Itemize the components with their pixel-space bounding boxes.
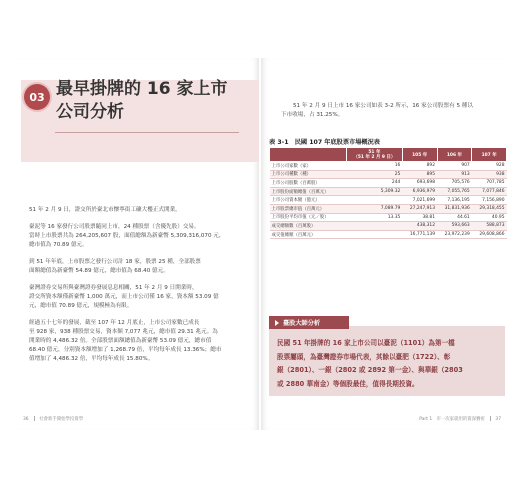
table-cell: 31,831,936 (437, 204, 472, 213)
text-line: 68.40 億元，分別資本額增加了 1,268.79 倍，平均每年成長 13.36%；總市 (29, 347, 222, 353)
text-line: 臺灣證券交易所與臺灣證券發展息息相關，51 年 2 月 9 日開業時， (29, 285, 198, 291)
text-line: 總市值為 70.89 億元。 (29, 242, 88, 248)
table-cell: 29,318,455 (472, 204, 507, 213)
left-footer (23, 416, 83, 422)
right-footer (419, 416, 501, 422)
table-cell: 895 (402, 170, 437, 179)
text-line: 元，總市值 70.89 億元，規模極為有限。 (29, 303, 133, 309)
text-line: 當時上市股票共為 264,205,607 股，面值總額為新臺幣 5,309,316,070 元， (29, 233, 225, 239)
row-label-cell: 上市公司資本額（億元） (270, 196, 347, 205)
table-cell: 244 (347, 179, 403, 188)
paragraph (29, 284, 251, 311)
table-row (270, 222, 507, 231)
column-header: 106 年 (437, 148, 472, 162)
text-line: 51 年 2 月 9 日上市 16 家公司如表 3-2 所示，16 家公司股票有 5 種以 (293, 103, 473, 109)
page-number: 37 (495, 417, 501, 422)
table-cell (347, 222, 403, 231)
column-header (270, 148, 347, 162)
row-label-cell: 上市公司種數（種） (270, 170, 347, 179)
triangle-icon (275, 320, 279, 326)
table-row (270, 230, 507, 239)
table-cell: 693,698 (402, 179, 437, 188)
table-header-row (270, 148, 507, 162)
right-page (261, 58, 509, 430)
footer-divider (490, 416, 491, 421)
table-cell: 38.81 (402, 213, 437, 222)
table-cell: 7,136,195 (437, 196, 472, 205)
book-title: 社會新手開始學投資學 (39, 417, 84, 422)
row-label-cell: 上市股份面額總值（百萬元） (270, 187, 347, 196)
paragraph (29, 206, 251, 215)
text-line: 經過五十七年的發展，截至 107 年 12 月底止，上市公司家數已成長 (29, 320, 200, 326)
left-body-text (29, 206, 251, 372)
chapter-title-line: 公司分析 (56, 102, 124, 122)
table-cell: 13.35 (347, 213, 403, 222)
table-cell: 705,576 (437, 179, 472, 188)
paragraph (29, 258, 251, 276)
table-cell: 44.61 (437, 213, 472, 222)
left-page (11, 58, 259, 430)
table-cell: 7,021,699 (402, 196, 437, 205)
analysis-tag (269, 316, 349, 329)
table-cell: 438,312 (402, 222, 437, 231)
row-label-cell: 成交總額數（百萬股） (270, 222, 347, 231)
table-cell: 6,936,979 (402, 187, 437, 196)
chapter-title-line: 最早掛牌的 16 家上市 (56, 79, 228, 99)
chapter-title (56, 78, 246, 124)
analysis-line: 股票屬頭，為臺灣證券市場代表，其餘以臺肥（1722）、彰 (277, 352, 451, 361)
text-line: 開業時的 4,486.32 倍。全部股票面額總值為新臺幣 53.09 億元，總市值 (29, 338, 212, 344)
text-line: 證交所資本額僅新臺幣 1,000 萬元，而上市公司僅 16 家，資本額 53.09 億 (29, 294, 219, 300)
page-number: 36 (23, 417, 29, 422)
analysis-line: 或 2880 華南金）等個股最佳，值得長期投資。 (277, 379, 419, 388)
table-cell: 27,247,913 (402, 204, 437, 213)
table-cell: 593,663 (437, 222, 472, 231)
table-cell: 938 (472, 170, 507, 179)
row-label-cell: 上市股票總市值（百萬元） (270, 204, 347, 213)
table-cell: 40.95 (472, 213, 507, 222)
table-cell: 29,608,866 (472, 230, 507, 239)
analysis-line: 銀（2801）、一銀（2802 或 2892 第一金）、與華銀（2803 (277, 366, 463, 375)
analysis-tag-label: 臺股大師分析 (283, 320, 321, 327)
row-label-cell: 上市公司家數（家） (270, 162, 347, 171)
table-cell: 16 (347, 162, 403, 171)
paragraph (29, 319, 251, 364)
paragraph (29, 223, 251, 250)
chapter-number-badge: 03 (24, 84, 50, 110)
table-cell: 7,156,890 (472, 196, 507, 205)
table-cell: 907 (437, 162, 472, 171)
table-cell: 892 (402, 162, 437, 171)
table-cell (347, 196, 403, 205)
row-label-cell: 上市股份平均市值（元／股） (270, 213, 347, 222)
analysis-text (277, 337, 499, 391)
table-cell: 7,077,846 (472, 187, 507, 196)
table-cell: 25 (347, 170, 403, 179)
column-header: 107 年 (472, 148, 507, 162)
market-table (269, 147, 507, 239)
table-cell: 588,873 (472, 222, 507, 231)
text-line: 51 年 2 月 9 日，證交所於臺北市懷寧街工礦大樓正式開業。 (29, 207, 181, 213)
table-row (270, 162, 507, 171)
table-row (270, 170, 507, 179)
table-row (270, 179, 507, 188)
table-cell: 23,972,239 (437, 230, 472, 239)
text-line: 下市收場，占 31.25%。 (281, 112, 344, 118)
text-line: 到 51 年年底，上市股票之發行公司計 18 家，股票 25 種，全部股票 (29, 259, 201, 265)
table-cell: 707,785 (472, 179, 507, 188)
table-row (270, 196, 507, 205)
row-label-cell: 成交值總額（百萬元） (270, 230, 347, 239)
table-caption: 表 3-1 民國 107 年底股票市場概況表 (269, 139, 380, 146)
part-title: Part 1 市一次家就用的資深賽密 (419, 417, 485, 422)
table-row (270, 187, 507, 196)
column-header: 105 年 (402, 148, 437, 162)
table-cell: 5,309.32 (347, 187, 403, 196)
table-cell: 7,089.79 (347, 204, 403, 213)
table-row (270, 213, 507, 222)
right-intro-text (281, 102, 501, 120)
book-spread (11, 58, 509, 430)
table-cell: 913 (437, 170, 472, 179)
text-line: 值增加了 4,486.32 倍，平均每年成長 15.80%。 (29, 356, 154, 362)
table-cell (347, 230, 403, 239)
text-line: 面額總值為新臺幣 54.89 億元，總市值為 68.40 億元。 (29, 268, 169, 274)
table-row (270, 204, 507, 213)
table-cell: 16,771,139 (402, 230, 437, 239)
table-cell: 928 (472, 162, 507, 171)
row-label-cell: 上市公司股數（百萬股） (270, 179, 347, 188)
text-line: 至 928 家，938 種股票交易，資本額 7,077 兆元，總市值 29.31 兆元。為 (29, 329, 218, 335)
title-divider (55, 132, 239, 133)
analysis-line: 民國 51 年掛牌的 16 家上市公司以臺泥（1101）為第一檔 (277, 339, 455, 347)
text-line: 臺泥等 16 家發行公司股票隨同上市，24 種股票（含優先股）交易。 (29, 224, 200, 230)
table-cell: 7,055,765 (437, 187, 472, 196)
column-header: 51 年 （51 年 2 月 9 日） (347, 148, 403, 162)
footer-divider (34, 416, 35, 421)
